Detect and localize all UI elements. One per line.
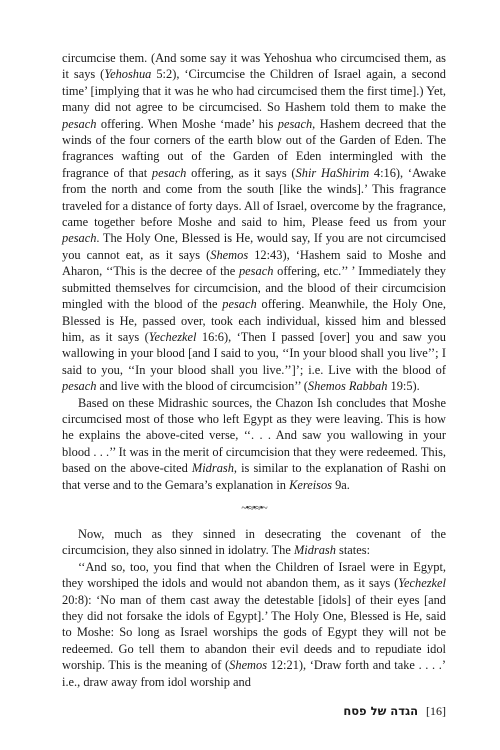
text-run: offering, etc.’’ ’ Immediately they submitted themselves for circumcision, and the blood of their circumcision mingled with the blood of the [62,264,446,312]
text-run: ‘‘And so, too, you find that when the Children of Israel were in Egypt, they worshiped the idols and would not abandon them, as it says ( [62,559,446,591]
text-run: Now, much as they sinned in desecrating the covenant of the circumcision, they also sinned in idolatry. The [62,526,446,558]
paragraph-chazon-ish [62,395,446,493]
page-footer [62,704,446,718]
italic-term: pesach [62,379,97,394]
italic-term: pesach [62,116,97,131]
italic-term: pesach [238,264,274,279]
text-run: , Hashem decreed that the winds of the four corners of the earth blow out of the Garden of Eden. The fragrances wafting out of the Garden of Eden intermingled with the fragrance of that [62,116,446,180]
italic-term: Yehoshua [104,67,152,82]
text-run: offering, as it says ( [186,165,296,180]
italic-term: pesach [222,297,257,312]
paragraph-midrash-pesach [62,50,446,395]
italic-term: pesach [62,231,97,246]
italic-term: pesach [151,165,187,180]
text-run: and live with the blood of circumcision’’ ( [96,379,308,394]
italic-term: Shemos Rabbah [307,379,388,394]
text-run: Based on these Midrashic sources, the Chazon Ish concludes that Moshe circumcised most of those who left Egypt as they were leaving. This is how he explains the above-cited verse, ‘‘. . . And saw you wallowing in your blood . . .’’ It was in the merit of circumcision that they were redeemed. This, based on the above-cited [62,395,446,476]
page-number: [16] [426,704,446,718]
text-run: offering. Meanwhile, the Holy One, Blessed is He, passed over, took each individual, kissed him and blessed him, as it says ( [62,297,446,344]
italic-term: Yechezkel [148,329,197,344]
text-run: 12:43), ‘Hashem said to Moshe and Aharon, ‘‘This is the decree of the [62,247,446,279]
text-run: 9a. [332,477,350,492]
italic-term: Midrash [293,543,336,558]
text-run: 5:2), ‘Circumcise the Children of Israel again, a second time’ [implying that it was he who had circumcised them the first time].) Yet, many did not agree to be circumcised. So Hashem told them to make the [62,67,446,115]
text-run: 20:8): ‘No man of them cast away the detestable [idols] of their eyes [and they did not forsake the idols of Egypt].’ The Holy One, Blessed is He, said to Moshe: So long as Israel worships the gods of Egypt they will not be redeemed. Go tell them to abandon their evil deeds and to repudiate idol worship. This is the meaning of ( [62,592,446,673]
text-run: circumcise them. (And some say it was Yehoshua who circumcised them, as it says ( [62,51,446,82]
text-run: 4:16), ‘Awake from the north and come from the south [like the winds].’ This fragrance traveled for a distance of forty days. All of Israel, overcome by the fragrance, came together before Moshe and said to him, Please feed us from your [62,165,446,230]
text-run: 12:21), ‘Draw forth and take . . . .’ i.e., draw away from idol worship and [62,658,446,689]
section-1 [62,50,446,493]
italic-term: Shemos [229,658,268,673]
italic-term: Kereisos [289,477,333,492]
paragraph-midrash-idolatry [62,559,446,690]
text-run: . The Holy One, Blessed is He, would say, If you are not circumcised you cannot eat, as it says ( [62,231,446,262]
italic-term: pesach [277,116,313,131]
text-run: 16:6), ‘Then I passed [over] you and saw you wallowing in your blood [and I said to you, ‘‘In your blood shall you live’’; I said to you, ‘‘In your blood shall you live.’’]’; i.e. Live with the blood of [62,329,446,377]
italic-term: Yechezkel [398,576,446,591]
text-run: states: [335,543,371,558]
paragraph-idolatry-intro [62,526,446,559]
text-run: , is similar to the explanation of Rashi on that verse and to the Gemara’s explanation in [62,461,446,492]
section-2 [62,526,446,690]
section-divider-ornament: ~•≈•≈•~ [241,502,267,514]
italic-term: Shemos [210,247,249,262]
text-run: 19:5). [387,379,420,394]
text-run: offering. When Moshe ‘made’ his [96,116,278,131]
book-title-hebrew: הגדה של פסח [343,704,418,718]
italic-term: Midrash [191,461,234,476]
italic-term: Shir HaShirim [295,165,370,180]
